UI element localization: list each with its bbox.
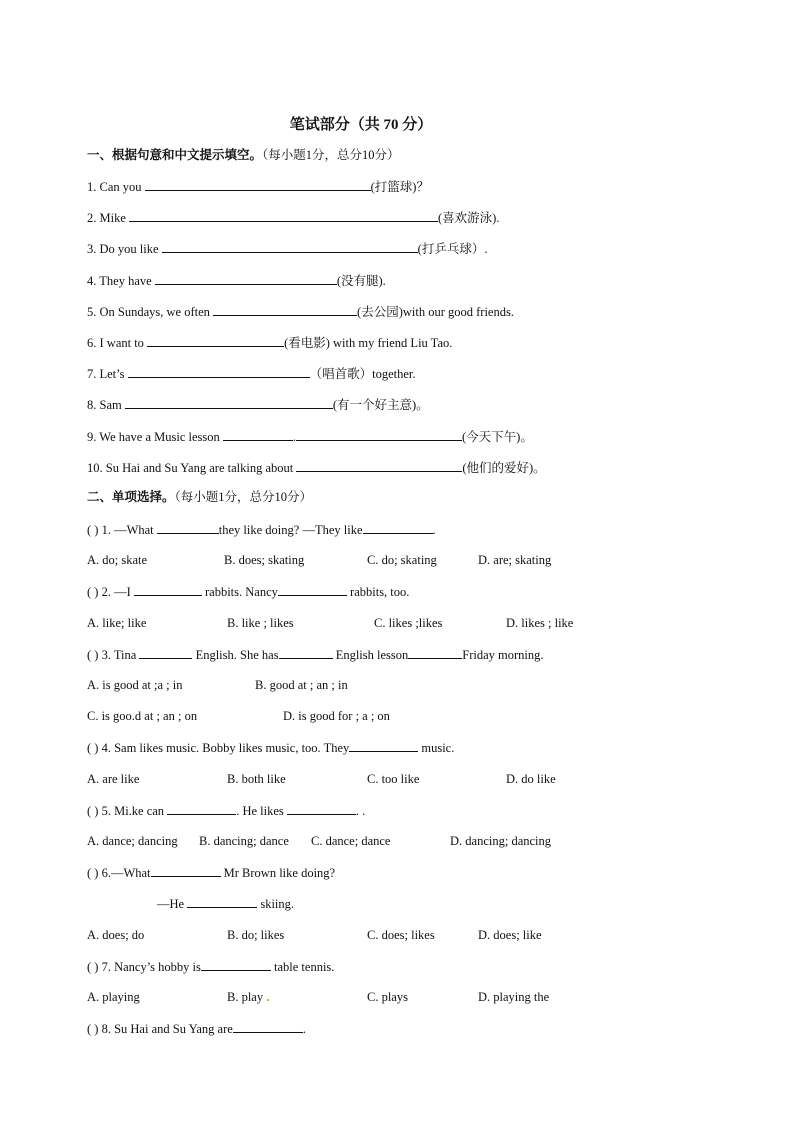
- page-title: 笔试部分（共 70 分）: [289, 117, 433, 133]
- fill-item-4: 4. They have (没有腿).: [87, 274, 386, 288]
- option-b[interactable]: B. both like: [227, 772, 286, 786]
- question-3: ( ) 3. Tina English. She has English lesson Friday morning.: [87, 648, 544, 662]
- answer-blank[interactable]: [129, 209, 438, 222]
- option-d[interactable]: D. dancing; dancing: [450, 834, 552, 848]
- answer-blank[interactable]: [213, 303, 357, 316]
- fill-item-9: 9. We have a Music lesson . (今天下午)。: [87, 430, 533, 444]
- answer-blank[interactable]: [151, 864, 221, 877]
- answer-blank[interactable]: [155, 272, 337, 285]
- option-b[interactable]: B. does; skating: [224, 553, 305, 567]
- question-1: ( ) 1. —What they like doing? —They like .: [87, 523, 436, 537]
- answer-blank[interactable]: [162, 240, 418, 253]
- option-a[interactable]: A. are like: [87, 772, 140, 786]
- question-8: ( ) 8. Su Hai and Su Yang are .: [87, 1022, 306, 1036]
- option-c[interactable]: C. likes ;likes: [374, 616, 443, 630]
- answer-blank[interactable]: [128, 365, 310, 378]
- answer-blank[interactable]: [408, 646, 462, 659]
- option-b[interactable]: B. play .: [227, 990, 270, 1004]
- section2-heading: 二、单项选择。（每小题1分，总分10分）: [87, 490, 313, 504]
- fill-item-5: 5. On Sundays, we often (去公园)with our good friends.: [87, 305, 514, 319]
- answer-blank[interactable]: [157, 521, 219, 534]
- answer-blank[interactable]: [201, 958, 271, 971]
- answer-blank[interactable]: [139, 646, 192, 659]
- answer-blank[interactable]: [134, 583, 202, 596]
- answer-blank[interactable]: [147, 334, 284, 347]
- option-d[interactable]: D. playing the: [478, 990, 550, 1004]
- fill-item-10: 10. Su Hai and Su Yang are talking about (他们的爱好)。: [87, 461, 546, 475]
- answer-blank[interactable]: [233, 1020, 303, 1033]
- answer-blank[interactable]: [287, 802, 356, 815]
- option-c[interactable]: C. is goo.d at ; an ; on: [87, 709, 198, 723]
- option-a[interactable]: A. playing: [87, 990, 140, 1004]
- stray-dot: .: [266, 990, 270, 1004]
- answer-blank[interactable]: [167, 802, 236, 815]
- question-5: ( ) 5. Mi.ke can . He likes . .: [87, 804, 366, 818]
- question-2: ( ) 2. —I rabbits. Nancy rabbits, too.: [87, 585, 410, 599]
- option-a[interactable]: A. does; do: [87, 928, 145, 942]
- answer-blank[interactable]: [279, 646, 333, 659]
- option-b[interactable]: B. like ; likes: [227, 616, 294, 630]
- fill-item-6: 6. I want to (看电影) with my friend Liu Tao.: [87, 336, 453, 350]
- option-d[interactable]: D. is good for ; a ; on: [283, 709, 390, 723]
- fill-item-7: 7. Let’s （唱首歌）together.: [87, 367, 416, 381]
- fill-item-1: 1. Can you (打篮球)？: [87, 180, 429, 194]
- option-a[interactable]: A. is good at ;a ; in: [87, 678, 183, 692]
- option-b[interactable]: B. do; likes: [227, 928, 285, 942]
- option-d[interactable]: D. are; skating: [478, 553, 552, 567]
- option-b[interactable]: B. good at ; an ; in: [255, 678, 348, 692]
- question-6: ( ) 6.—What Mr Brown like doing?: [87, 866, 336, 880]
- option-a[interactable]: A. dance; dancing: [87, 834, 178, 848]
- option-d[interactable]: D. do like: [506, 772, 556, 786]
- answer-blank[interactable]: [296, 428, 462, 441]
- option-a[interactable]: A. like; like: [87, 616, 147, 630]
- option-d[interactable]: D. likes ; like: [506, 616, 574, 630]
- answer-blank[interactable]: [349, 739, 418, 752]
- fill-item-2: 2. Mike (喜欢游泳).: [87, 211, 500, 225]
- answer-blank[interactable]: [223, 428, 293, 441]
- question-6-reply: —He skiing.: [157, 897, 295, 911]
- option-c[interactable]: C. too like: [367, 772, 420, 786]
- answer-blank[interactable]: [145, 178, 371, 191]
- option-c[interactable]: C. plays: [367, 990, 408, 1004]
- fill-item-8: 8. Sam (有一个好主意)。: [87, 398, 429, 412]
- fill-item-3: 3. Do you like (打乒乓球）.: [87, 242, 488, 256]
- option-c[interactable]: C. does; likes: [367, 928, 435, 942]
- question-7: ( ) 7. Nancy’s hobby is table tennis.: [87, 960, 335, 974]
- answer-blank[interactable]: [187, 895, 257, 908]
- option-b[interactable]: B. dancing; dance: [199, 834, 289, 848]
- option-a[interactable]: A. do; skate: [87, 553, 148, 567]
- answer-blank[interactable]: [296, 459, 462, 472]
- option-c[interactable]: C. do; skating: [367, 553, 437, 567]
- option-c[interactable]: C. dance; dance: [311, 834, 391, 848]
- answer-blank[interactable]: [278, 583, 347, 596]
- answer-blank[interactable]: [125, 396, 333, 409]
- option-d[interactable]: D. does; like: [478, 928, 542, 942]
- answer-blank[interactable]: [363, 521, 433, 534]
- section1-heading: 一、根据句意和中文提示填空。（每小题1分，总分10分）: [87, 148, 400, 162]
- question-4: ( ) 4. Sam likes music. Bobby likes music, too. They music.: [87, 741, 455, 755]
